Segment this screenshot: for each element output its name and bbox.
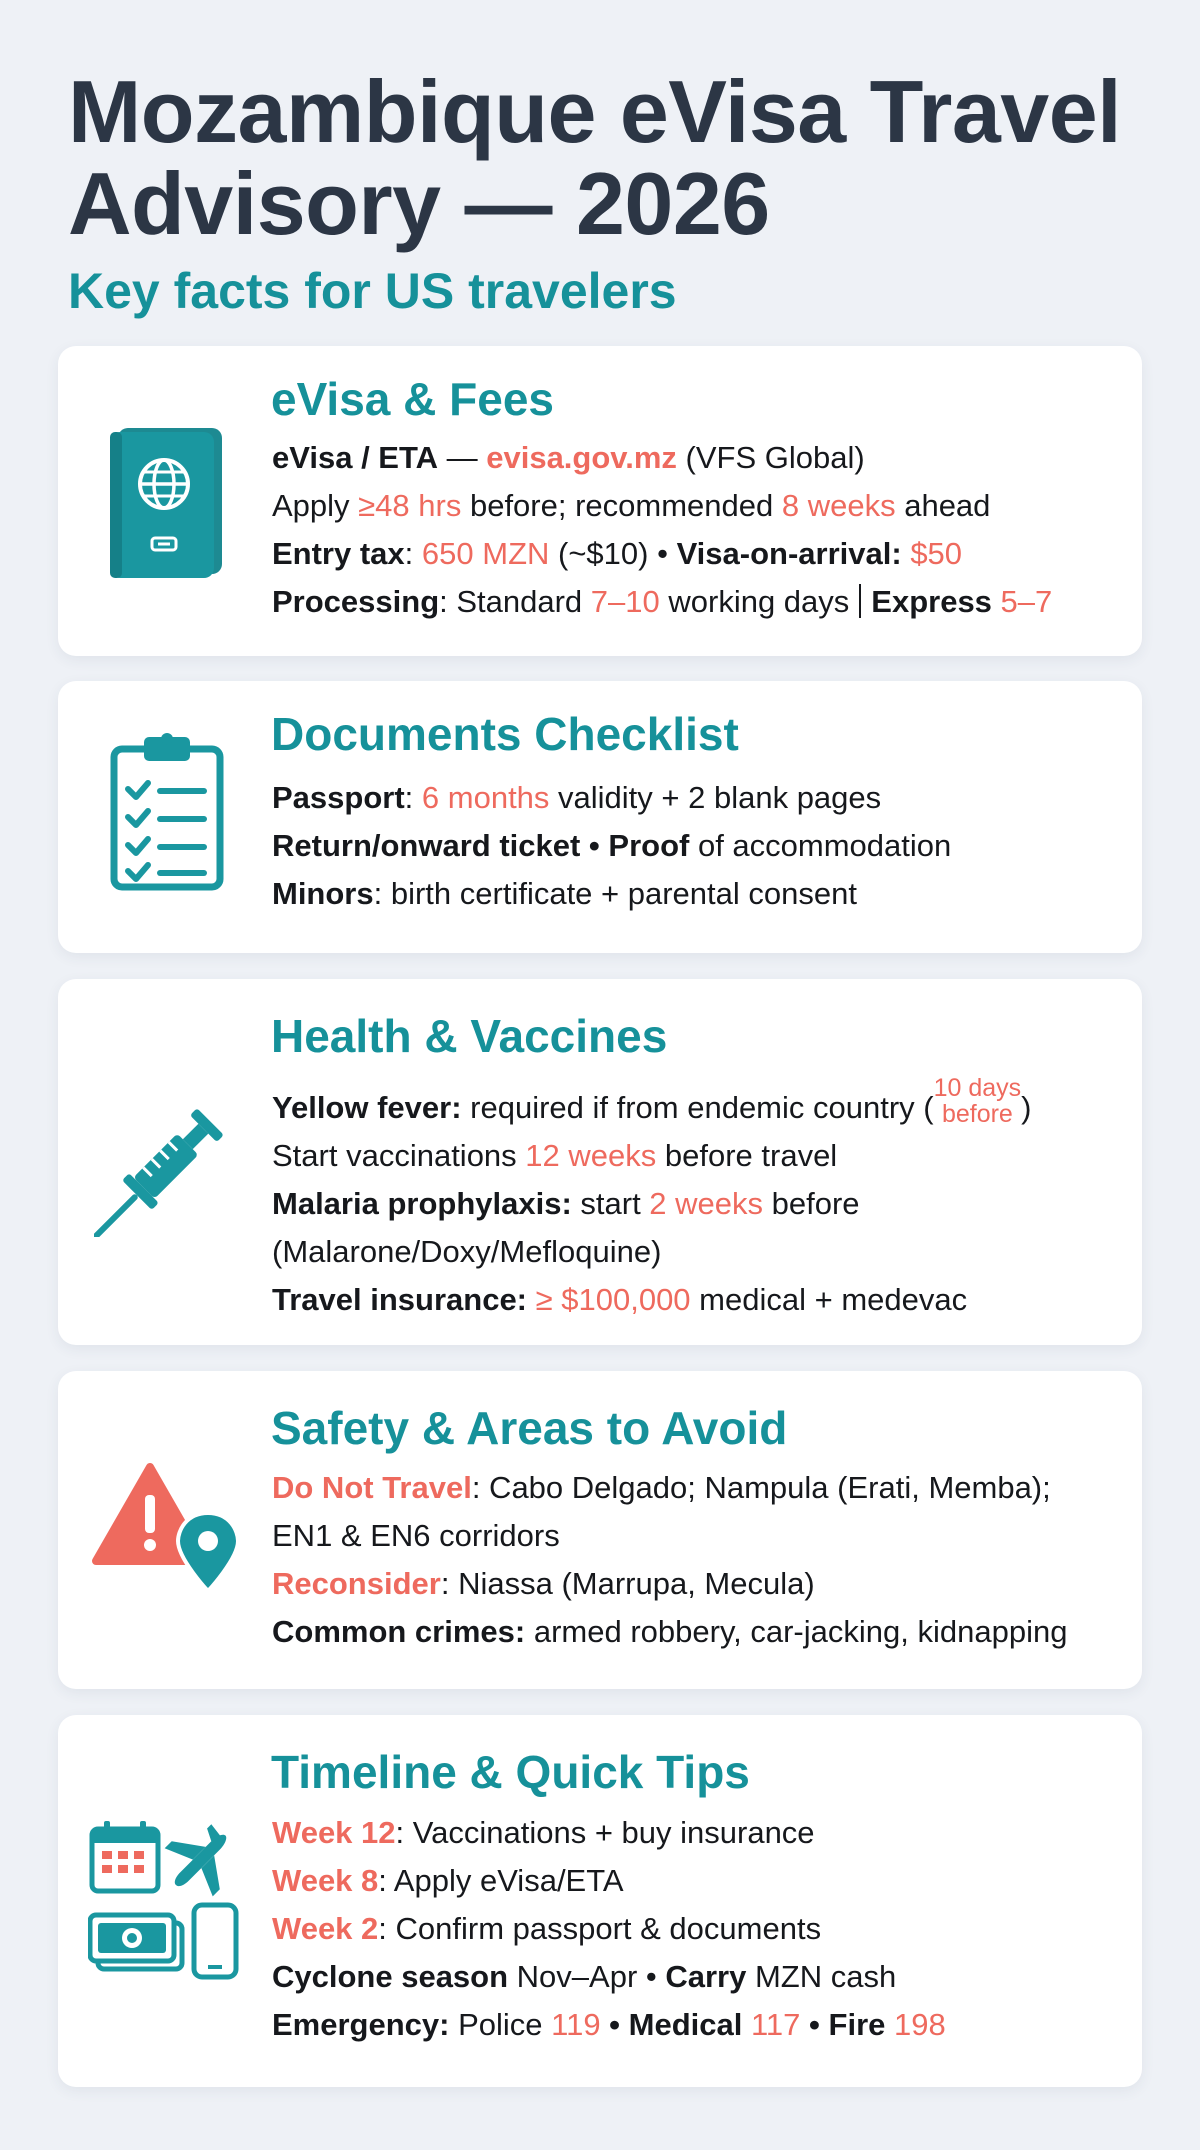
calendar-icon [92, 1821, 158, 1891]
passport-icon [108, 426, 230, 578]
documents-line-ticket: Return/onward ticket • Proof of accommodation [272, 828, 952, 863]
evisa-fees-card [58, 346, 1142, 656]
documents-title: Documents Checklist [271, 708, 739, 760]
safety-line-crimes: Common crimes: armed robbery, car-jacking, kidnapping [272, 1614, 1068, 1649]
safety-line-corridors: EN1 & EN6 corridors [272, 1518, 560, 1553]
timeline-line-week-12: Week 12: Vaccinations + buy insurance [272, 1815, 815, 1850]
calendar-plane-cash-phone-icon [88, 1819, 244, 1981]
phone-icon [194, 1905, 236, 1977]
timeline-line-emergency: Emergency: Police 119 • Medical 117 • Fire 198 [272, 2007, 946, 2042]
timeline-card [58, 1715, 1142, 2087]
evisa-fees-title: eVisa & Fees [271, 373, 555, 425]
timeline-line-week-8: Week 8: Apply eVisa/ETA [272, 1863, 624, 1898]
health-title: Health & Vaccines [271, 1010, 668, 1062]
safety-card [58, 1371, 1142, 1689]
health-line-malaria: Malaria prophylaxis: start 2 weeks before [272, 1186, 860, 1221]
timeline-line-week-2: Week 2: Confirm passport & documents [272, 1911, 822, 1946]
page-title: Mozambique eVisa Travel Advisory — 2026 [68, 62, 1122, 253]
timeline-lines [272, 1809, 1118, 2049]
evisa-site-link[interactable]: evisa.gov.mz [486, 440, 677, 475]
documents-lines [272, 774, 1118, 918]
health-line-malaria-drugs: (Malarone/Doxy/Mefloquine) [272, 1234, 662, 1269]
safety-line-do-not-travel: Do Not Travel: Cabo Delgado; Nampula (Erati, Memba); [272, 1470, 1051, 1505]
evisa-line-processing: Processing: Standard 7–10 working days Express 5–7 [272, 584, 1053, 619]
evisa-line-portal: eVisa / ETA — evisa.gov.mz (VFS Global) [272, 440, 865, 475]
page-subtitle: Key facts for US travelers [68, 263, 677, 319]
cash-icon [90, 1915, 182, 1969]
safety-lines [272, 1464, 1118, 1656]
health-card [58, 979, 1142, 1345]
clipboard-checklist-icon [108, 731, 226, 891]
warning-location-icon [92, 1461, 256, 1597]
ten-days-before-note: 10 days before [933, 1074, 1022, 1128]
health-lines [272, 1075, 1118, 1324]
documents-card [58, 681, 1142, 953]
documents-line-passport: Passport: 6 months validity + 2 blank pages [272, 780, 882, 815]
divider [859, 584, 861, 618]
plane-icon [152, 1819, 244, 1909]
safety-title: Safety & Areas to Avoid [271, 1402, 788, 1454]
timeline-title: Timeline & Quick Tips [271, 1746, 750, 1798]
health-line-vaccinations: Start vaccinations 12 weeks before travel [272, 1138, 838, 1173]
evisa-fees-lines [272, 434, 1118, 626]
syringe-icon [94, 1091, 242, 1237]
health-line-insurance: Travel insurance: ≥ $100,000 medical + medevac [272, 1282, 968, 1317]
health-line-yellow-fever: Yellow fever: required if from endemic country ( 10 days before ) [272, 1074, 1032, 1128]
documents-line-minors: Minors: birth certificate + parental consent [272, 876, 857, 911]
timeline-line-tips: Cyclone season Nov–Apr • Carry MZN cash [272, 1959, 897, 1994]
evisa-line-timing: Apply ≥48 hrs before; recommended 8 weeks ahead [272, 488, 991, 523]
evisa-line-fees: Entry tax: 650 MZN (~$10) • Visa-on-arrival: $50 [272, 536, 963, 571]
safety-line-reconsider: Reconsider: Niassa (Marrupa, Mecula) [272, 1566, 815, 1601]
